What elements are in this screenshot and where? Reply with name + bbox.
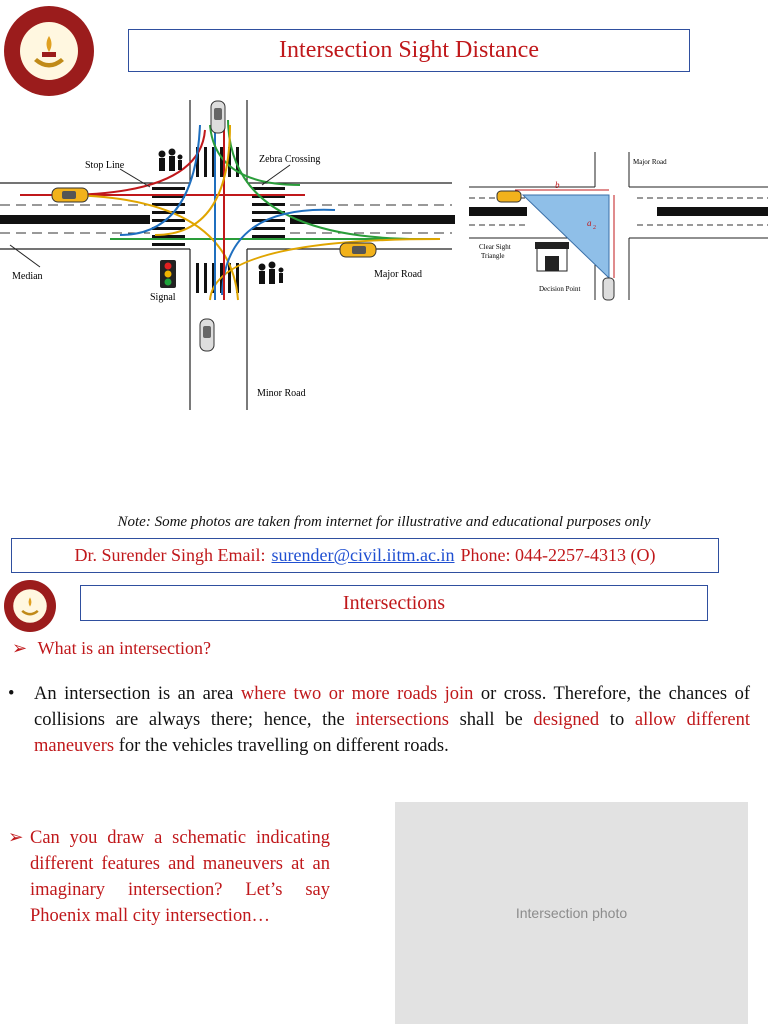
- slide1-title-text: Intersection Sight Distance: [279, 37, 539, 63]
- car-right-icon: [340, 243, 376, 257]
- zebra-crossing-label: Zebra Crossing: [259, 154, 321, 165]
- car-left-icon: [52, 188, 88, 202]
- intersection-schematic: [0, 95, 462, 415]
- iitm-logo: [4, 6, 94, 96]
- photo-caption: Intersection photo: [515, 905, 628, 921]
- arrow-bullet-icon-2: ➢: [8, 828, 24, 848]
- contact-box: [11, 538, 719, 573]
- para-h1: where two or more roads join: [240, 684, 474, 704]
- para-t4: to: [599, 710, 635, 730]
- slide2-title-text: Intersections: [342, 592, 446, 614]
- para-t1: An intersection is an area: [34, 684, 241, 704]
- question-2: [8, 825, 330, 929]
- note-text: Note: Some photos are taken from internet for illustrative and educational purposes only: [117, 514, 651, 530]
- minor-road-label: Minor Road: [257, 388, 306, 399]
- median-right: [290, 215, 455, 224]
- stop-line-label: Stop Line: [85, 160, 125, 171]
- pedestrians-top-icon: [159, 149, 183, 172]
- para-t2: or cross. Therefore, the chances of collisions are always there; hence, the: [34, 684, 750, 730]
- para-t5: for the vehicles travelling on different roads.: [114, 736, 449, 756]
- para-h2: intersections: [355, 710, 449, 730]
- major-road-label: Major Road: [374, 269, 423, 280]
- para-h4: allow different maneuvers: [34, 710, 751, 756]
- car-bottom-icon: [200, 319, 214, 351]
- store-icon: [535, 242, 569, 271]
- a-subscript: 2: [593, 225, 596, 231]
- contact-prefix: Dr. Surender Singh Email:: [74, 545, 266, 565]
- major-road-label-2: Major Road: [633, 158, 667, 166]
- decision-point-label: Decision Point: [539, 285, 581, 293]
- traffic-signal-icon: [160, 260, 176, 288]
- para-h3: designed: [533, 710, 600, 730]
- slide2-title: [80, 585, 708, 621]
- b-label: b: [555, 180, 560, 190]
- signal-label: Signal: [150, 292, 176, 303]
- sight-triangle-diagram: [467, 150, 768, 302]
- question-1-text: What is an intersection?: [37, 638, 212, 658]
- slide1-title: [128, 29, 690, 72]
- question-1: [12, 638, 211, 659]
- triangle-label: Triangle: [481, 252, 505, 260]
- question-2-text: Can you draw a schematic indicating different features and maneuvers at an imaginary intersection? Let’s say Phoenix mall city intersection…: [30, 828, 330, 926]
- iitm-logo-small: [4, 580, 56, 632]
- median-label: Median: [12, 271, 43, 282]
- pedestrians-bottom-icon: [259, 262, 284, 285]
- sight-car-icon: [497, 191, 521, 202]
- clear-sight-label: Clear Sight: [479, 243, 511, 251]
- para-t3: shall be: [448, 710, 534, 730]
- a-label: a: [587, 218, 592, 228]
- arrow-bullet-icon: ➢: [12, 638, 28, 658]
- email-link[interactable]: surender@civil.iitm.ac.in: [271, 545, 455, 565]
- car-top-icon: [211, 101, 225, 133]
- contact-phone: Phone: 044-2257-4313 (O): [460, 545, 656, 565]
- definition-paragraph: [8, 681, 750, 759]
- median-left: [0, 215, 150, 224]
- bullet-dot-icon: •: [8, 684, 15, 704]
- minor-car-icon: [603, 278, 614, 300]
- intersection-photo-placeholder: [395, 802, 748, 1024]
